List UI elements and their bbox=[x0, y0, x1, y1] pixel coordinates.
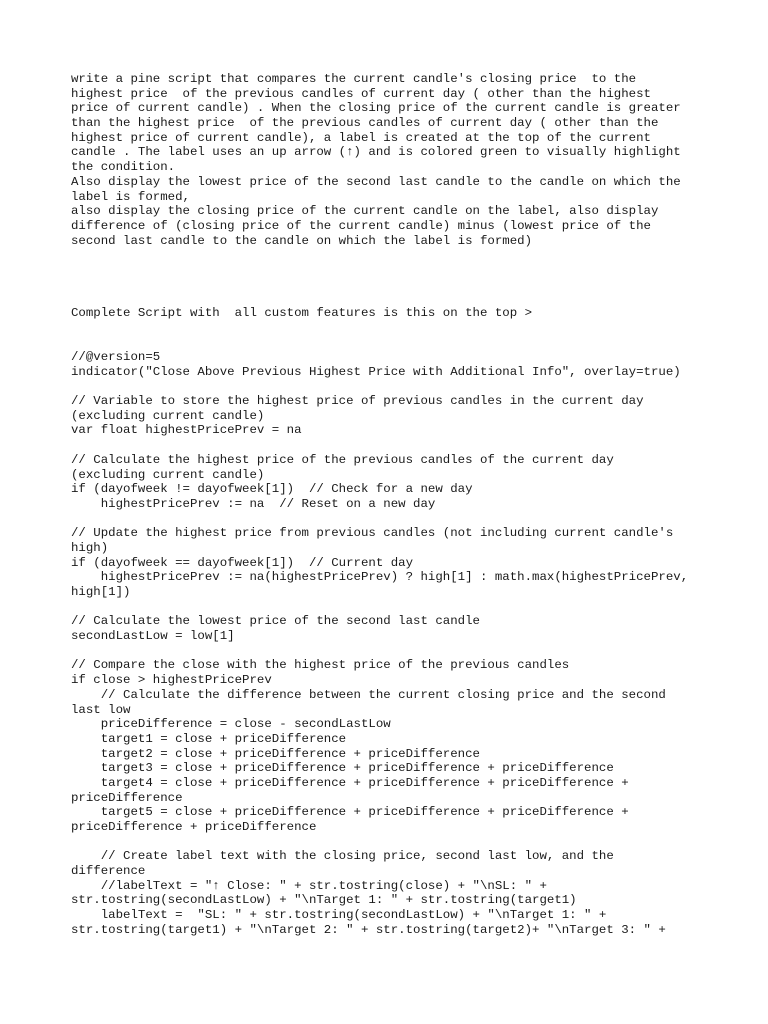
code-line bbox=[71, 438, 711, 453]
prompt-line: the condition. bbox=[71, 160, 176, 175]
code-line: indicator("Close Above Previous Highest Price with Additional Info", overlay=true) bbox=[71, 364, 681, 379]
prompt-line: price of current candle) . When the closing price of the current candle is greater bbox=[71, 101, 681, 116]
code-line bbox=[71, 835, 711, 850]
code-line bbox=[71, 644, 711, 659]
code-line: target4 = close + priceDifference + priceDifference + priceDifference + bbox=[71, 775, 629, 790]
code-line: // Calculate the highest price of the previous candles of the current day bbox=[71, 452, 614, 467]
prompt-line: than the highest price of the previous candles of current day ( other than the bbox=[71, 116, 659, 131]
code-line: priceDifference = close - secondLastLow bbox=[71, 717, 391, 732]
code-line: target2 = close + priceDifference + priceDifference bbox=[71, 746, 480, 761]
code-line bbox=[71, 379, 711, 394]
code-line: // Calculate the lowest price of the second last candle bbox=[71, 614, 480, 629]
code-line: target3 = close + priceDifference + priceDifference + priceDifference bbox=[71, 761, 614, 776]
prompt-line: candle . The label uses an up arrow (↑) and is colored green to visually highlight bbox=[71, 145, 681, 160]
intro-text: Complete Script with all custom features is this on the top > bbox=[71, 306, 533, 321]
code-line: var float highestPricePrev = na bbox=[71, 423, 302, 438]
prompt-line: write a pine script that compares the current candle's closing price to the bbox=[71, 72, 637, 86]
prompt-line: Also display the lowest price of the second last candle to the candle on which the bbox=[71, 174, 681, 189]
prompt-line: difference of (closing price of the current candle) minus (lowest price of the bbox=[71, 218, 651, 233]
code-line: priceDifference bbox=[71, 790, 183, 805]
code-line: secondLastLow = low[1] bbox=[71, 629, 235, 644]
prompt-line: highest price of current candle), a label is created at the top of the current bbox=[71, 130, 651, 145]
code-line bbox=[71, 600, 711, 615]
code-listing bbox=[71, 350, 711, 938]
prompt-line: highest price of the previous candles of current day ( other than the highest bbox=[71, 86, 651, 101]
code-line: //@version=5 bbox=[71, 350, 161, 364]
code-line: // Update the highest price from previous candles (not including current candle's bbox=[71, 526, 674, 541]
code-line: // Compare the close with the highest price of the previous candles bbox=[71, 658, 570, 673]
code-line bbox=[71, 512, 711, 527]
code-line: high[1]) bbox=[71, 585, 131, 599]
code-line: high) bbox=[71, 540, 109, 555]
code-line: // Variable to store the highest price of previous candles in the current day bbox=[71, 394, 644, 409]
prompt-paragraph bbox=[71, 72, 711, 248]
code-line: difference bbox=[71, 864, 146, 879]
code-line: highestPricePrev := na // Reset on a new day bbox=[71, 496, 436, 511]
prompt-line: label is formed, bbox=[71, 189, 190, 204]
code-line: if (dayofweek != dayofweek[1]) // Check for a new day bbox=[71, 482, 473, 497]
code-line: highestPricePrev := na(highestPricePrev) ? high[1] : math.max(highestPricePrev, bbox=[71, 570, 689, 585]
code-line: str.tostring(target1) + "\nTarget 2: " + str.tostring(target2)+ "\nTarget 3: " + bbox=[71, 922, 666, 937]
prompt-line: second last candle to the candle on which the label is formed) bbox=[71, 233, 533, 248]
code-line: if close > highestPricePrev bbox=[71, 673, 272, 688]
code-line: // Create label text with the closing price, second last low, and the bbox=[71, 849, 614, 864]
code-line: last low bbox=[71, 702, 131, 717]
code-line: str.tostring(secondLastLow) + "\nTarget 1: " + str.tostring(target1) bbox=[71, 893, 577, 908]
code-line: labelText = "SL: " + str.tostring(secondLastLow) + "\nTarget 1: " + bbox=[71, 908, 607, 923]
prompt-line: also display the closing price of the current candle on the label, also display bbox=[71, 204, 659, 219]
code-line: if (dayofweek == dayofweek[1]) // Current day bbox=[71, 555, 414, 570]
code-line: target1 = close + priceDifference bbox=[71, 731, 347, 746]
code-line: (excluding current candle) bbox=[71, 408, 265, 423]
code-line: //labelText = "↑ Close: " + str.tostring(close) + "\nSL: " + bbox=[71, 878, 547, 893]
code-line: (excluding current candle) bbox=[71, 467, 265, 482]
code-line: target5 = close + priceDifference + priceDifference + priceDifference + bbox=[71, 805, 629, 820]
code-line: priceDifference + priceDifference bbox=[71, 820, 317, 834]
intro-line bbox=[71, 277, 711, 351]
code-line: // Calculate the difference between the current closing price and the second bbox=[71, 687, 666, 702]
